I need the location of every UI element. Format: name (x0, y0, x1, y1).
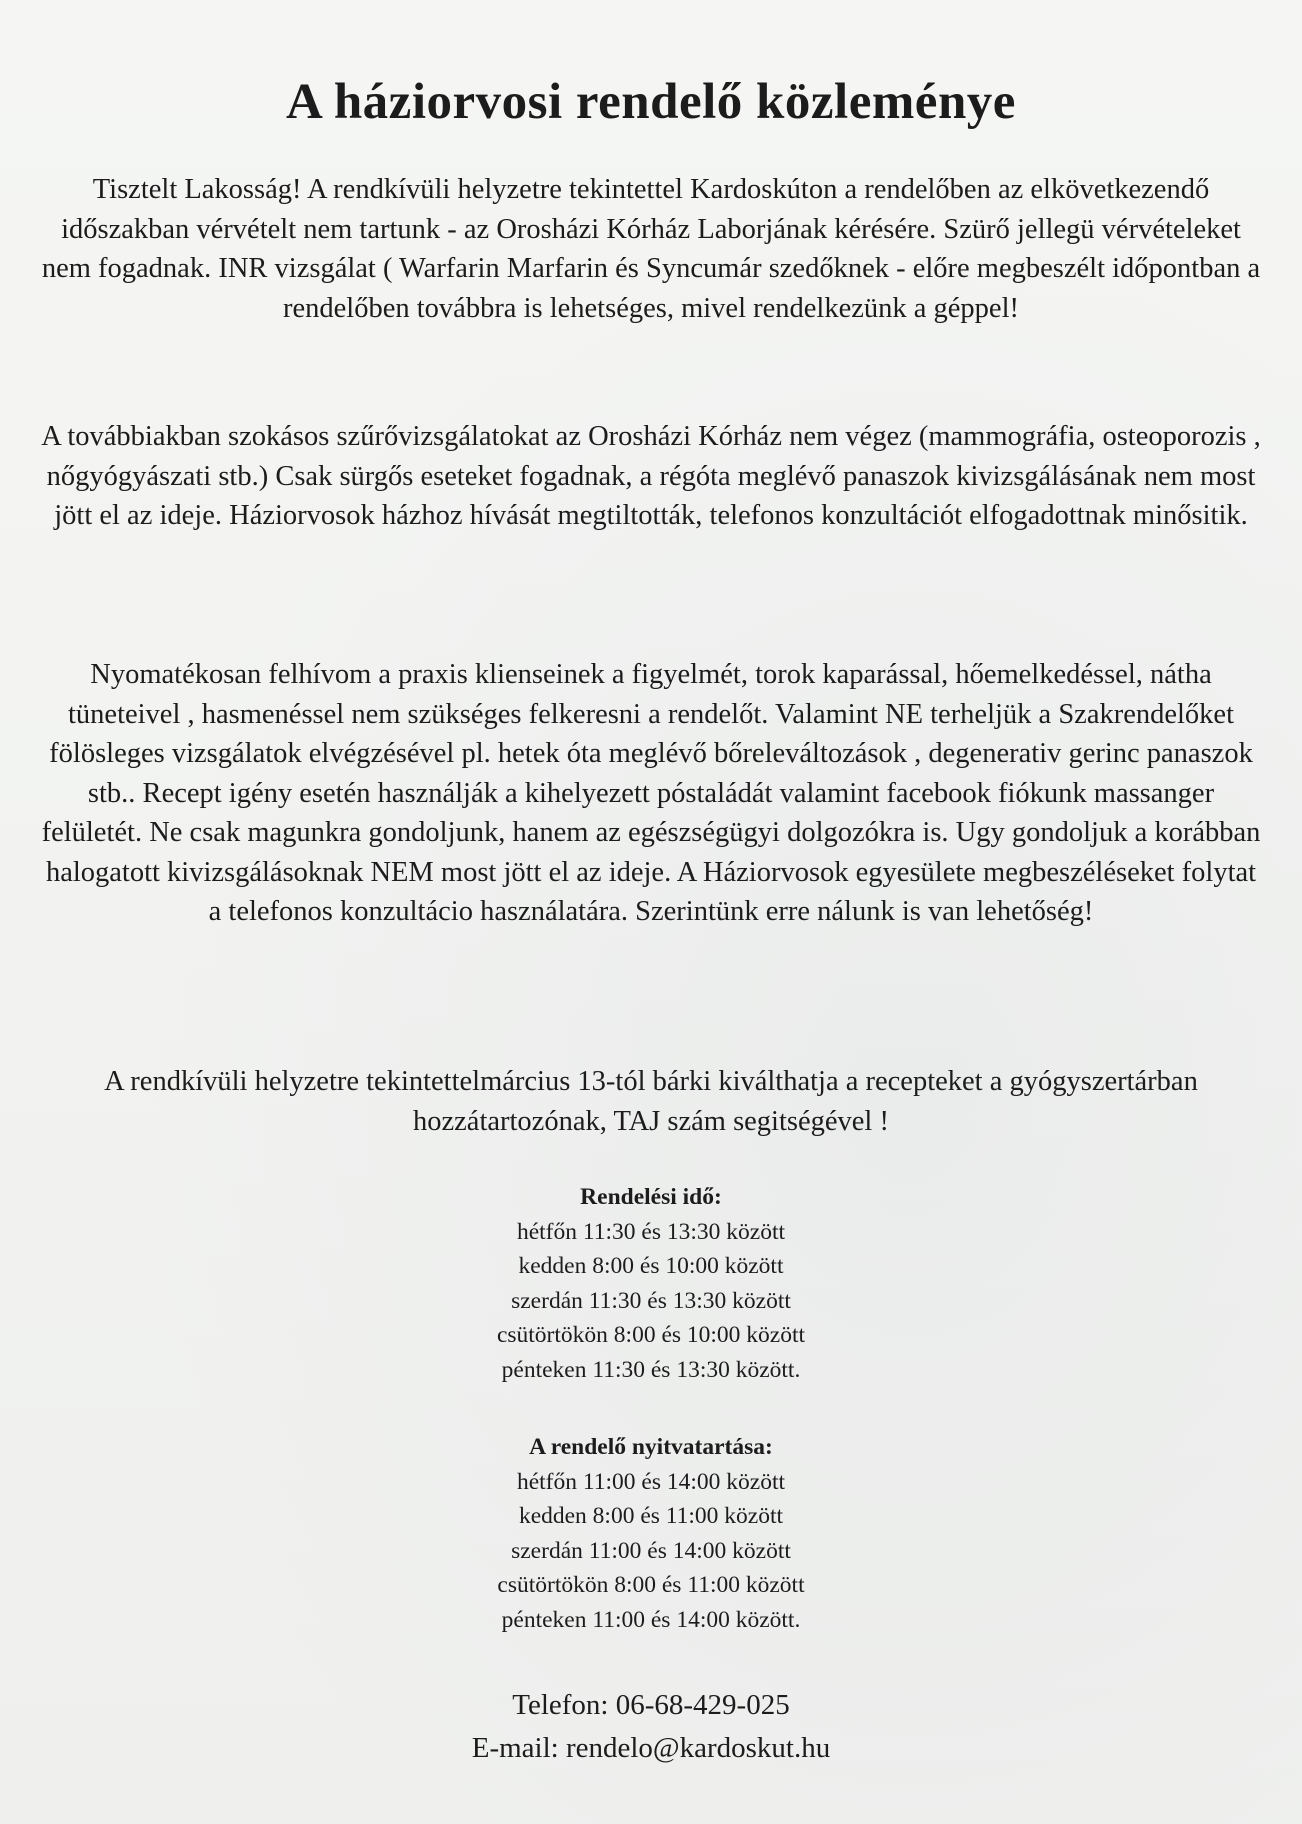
office-hours-line: hétfőn 11:30 és 13:30 között (516, 1218, 786, 1245)
opening-hours-line: hétfőn 11:00 és 14:00 között (516, 1468, 786, 1495)
opening-hours-line: csütörtökön 8:00 és 11:00 között (497, 1572, 805, 1598)
opening-hours-heading: A rendelő nyitvatartása: (529, 1434, 773, 1460)
email-address: E-mail: rendelo@kardoskut.hu (471, 1732, 831, 1764)
opening-hours-line: kedden 8:00 és 11:00 között (518, 1503, 784, 1529)
notice-paragraph-screenings: A továbbiakban szokásos szűrővizsgálatokat az Orosházi Kórház nem végez (mammográfia, osteoporozis , nőgyógyászati stb.) Csak sürgős eseteket fogadnak, a régóta meglévő panaszok kivizsgálásának nem most jött el az ideje. Háziorvosok házhoz hívását megtiltották, telefonos konzultációt elfogadottnak minősitik. (41, 421, 1261, 531)
opening-hours-line: szerdán 11:00 és 14:00 között (511, 1537, 791, 1564)
opening-hours-section (0, 1430, 1302, 1637)
notice-paragraph-blood-tests: Tisztelt Lakosság! A rendkívüli helyzetre tekintettel Kardoskúton a rendelőben az elkövetkezendő időszakban vérvételt nem tartunk - az Orosházi Kórház Laborjának kérésére. Szürő jellegü vérvételeket nem fogadnak. INR vizsgálat ( Warfarin Marfarin és Syncumár szedőknek - előre megbeszélt időpontban a rendelőben továbbra is lehetséges, mivel rendelkezünk a géppel! (41, 174, 1261, 324)
notice-paragraph-patient-guidance: Nyomatékosan felhívom a praxis klienseinek a figyelmét, torok kaparással, hőemelkedéssel, nátha tüneteivel , hasmenéssel nem szükséges felkeresni a rendelőt. Valamint NE terheljük a Szakrendelőket fölösleges vizsgálatok elvégzésével pl. hetek óta meglévő bőreleváltozások , degenerativ gerinc panaszok stb.. Recept igény esetén használják a kihelyezett póstaládát valamint facebook fiókunk massanger felületét. Ne csak magunkra gondoljunk, hanem az egészségügyi dolgozókra is. Ugy gondoljuk a korábban halogatott kivizsgálásoknak NEM most jött el az ideje. A Háziorvosok egyesülete megbeszéléseket folytat a telefonos konzultácio használatára. Szerintünk erre nálunk is van lehetőség! (41, 659, 1261, 927)
office-hours-line: szerdán 11:30 és 13:30 között (511, 1287, 791, 1314)
notice-paragraph-prescriptions: A rendkívüli helyzetre tekintettelmárcius 13-tól bárki kiválthatja a recepteket a gyógyszertárban hozzátartozónak, TAJ szám segitségével ! (104, 1066, 1198, 1137)
office-hours-section (0, 1180, 1302, 1387)
office-hours-line: pénteken 11:30 és 13:30 között. (501, 1356, 801, 1383)
office-hours-line: kedden 8:00 és 10:00 között (518, 1253, 784, 1279)
phone-number: Telefon: 06-68-429-025 (512, 1689, 790, 1721)
contact-section (0, 1684, 1302, 1770)
page-title: A háziorvosi rendelő közleménye (286, 74, 1016, 130)
office-hours-heading: Rendelési idő: (580, 1184, 722, 1210)
opening-hours-line: pénteken 11:00 és 14:00 között. (501, 1606, 801, 1633)
office-hours-line: csütörtökön 8:00 és 10:00 között (496, 1322, 806, 1348)
